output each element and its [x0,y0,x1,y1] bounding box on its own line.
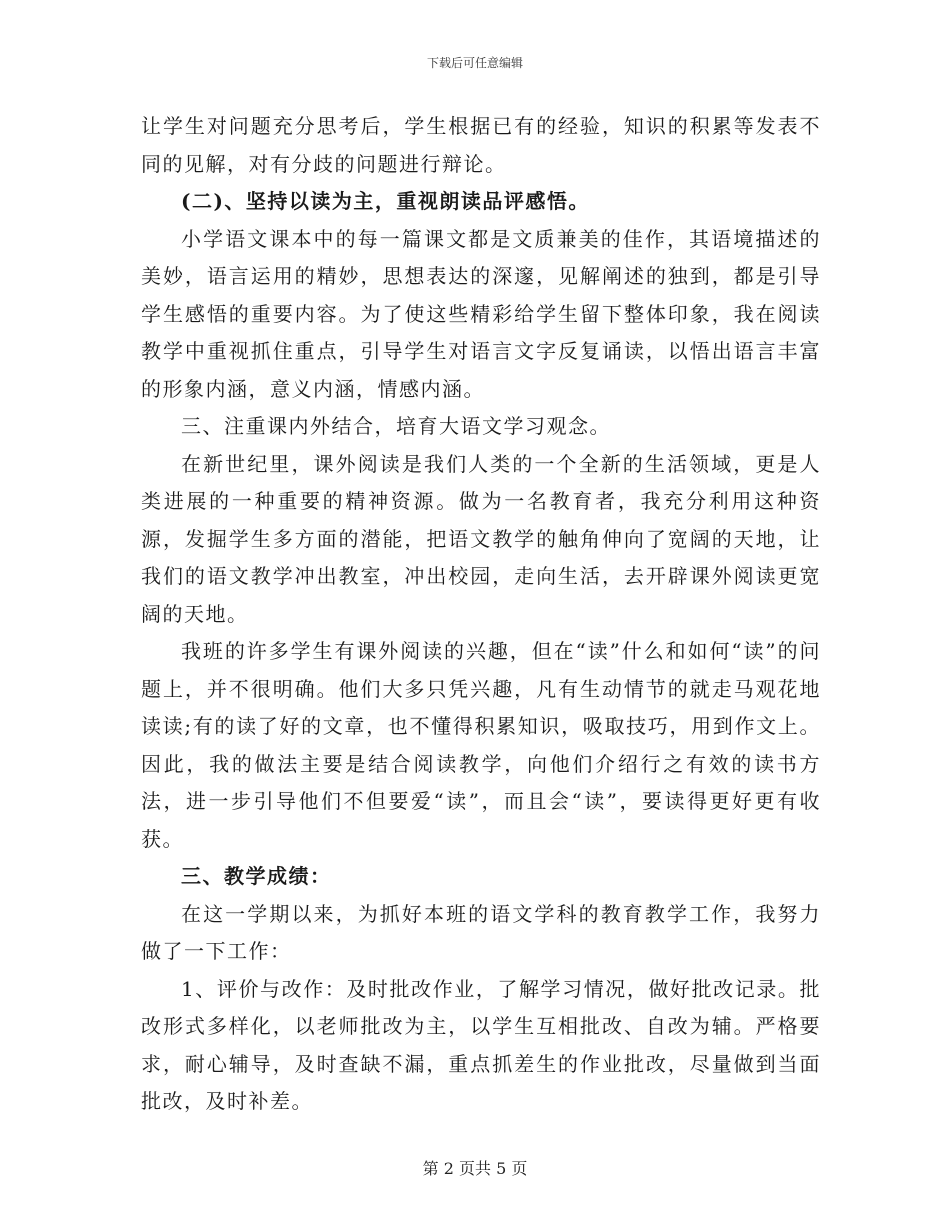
paragraph-6: 我班的许多学生有课外阅读的兴趣，但在“读”什么和如何“读”的问题上，并不很明确。他们大多只凭兴趣，凡有生动情节的就走马观花地读读;有的读了好的文章，也不懂得积累知识，吸取技巧，用到作文上。因此，我的做法主要是结合阅读教学，向他们介绍行之有效的读书方法，进一步引导他们不但要爱“读”，而且会“读”，要读得更好更有收获。 [141,639,821,851]
page-footer: 第 2 页共 5 页 [422,1159,528,1178]
paragraph-5: 在新世纪里，课外阅读是我们人类的一个全新的生活领域，更是人类进展的一种重要的精神资源。做为一名教育者，我充分利用这种资源，发掘学生多方面的潜能，把语文教学的触角伸向了宽阔的天地，让我们的语文教学冲出教室，冲出校园，走向生活，去开辟课外阅读更宽阔的天地。 [141,451,821,626]
section-heading-teaching-results: 三、教学成绩： [181,864,332,888]
paragraph-3: 小学语文课本中的每一篇课文都是文质兼美的佳作，其语境描述的美妙，语言运用的精妙，思想表达的深邃，见解阐述的独到，都是引导学生感悟的重要内容。为了使这些精彩给学生留下整体印象，我在阅读教学中重视抓住重点，引导学生对语言文字反复诵读，以悟出语言丰富的形象内涵，意义内涵，情感内涵。 [141,226,821,401]
paragraph-8: 在这一学期以来，为抓好本班的语文学科的教育教学工作，我努力做了一下工作： [141,901,821,963]
document-body [141,108,821,1121]
section-heading-3: 三、注重课内外结合，培育大语文学习观念。 [181,414,611,438]
paragraph-9: 1、评价与改作：及时批改作业，了解学习情况，做好批改记录。批改形式多样化，以老师批改为主，以学生互相批改、自改为辅。严格要求，耐心辅导，及时查缺不漏，重点抓差生的作业批改，尽量做到当面批改，及时补差。 [141,976,821,1113]
paragraph-1: 让学生对问题充分思考后，学生根据已有的经验，知识的积累等发表不同的见解，对有分歧的问题进行辩论。 [141,114,821,176]
page-header: 下载后可任意编辑 [426,56,523,70]
section-heading-2: (二)、坚持以读为主，重视朗读品评感悟。 [181,189,590,213]
